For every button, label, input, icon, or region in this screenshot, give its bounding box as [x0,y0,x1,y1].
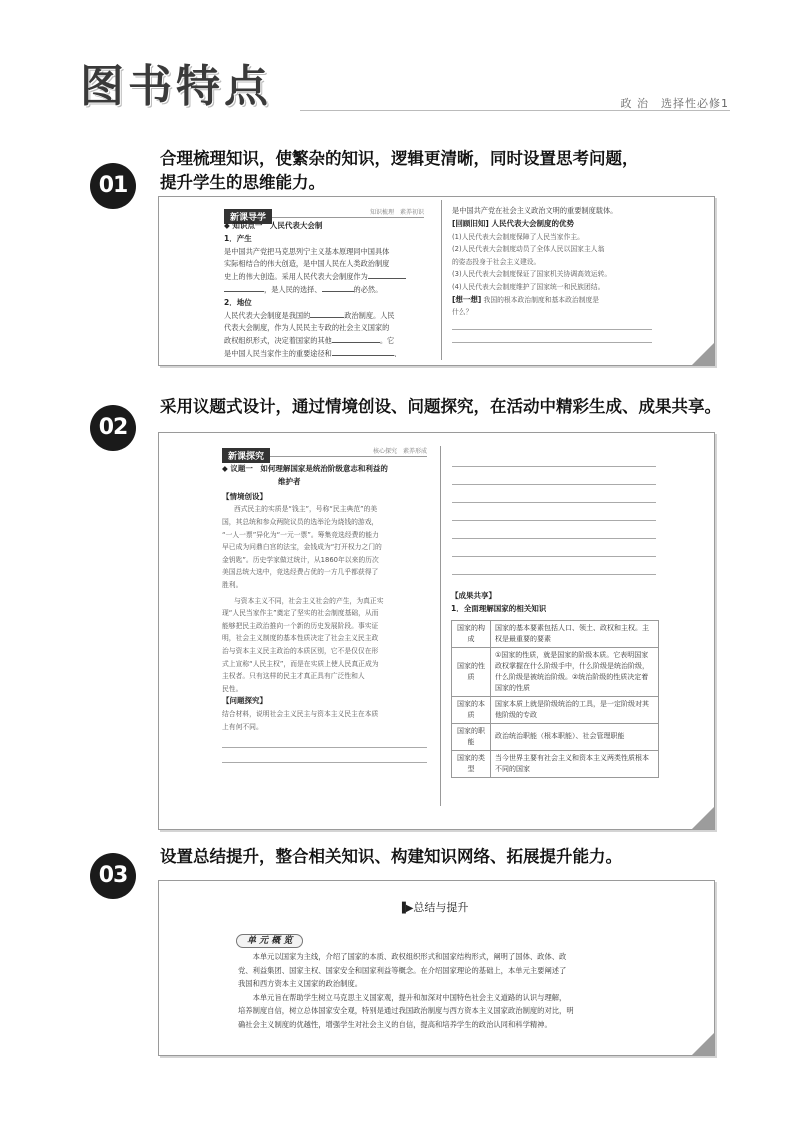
summary-banner [398,899,468,915]
status-line-3 [224,335,438,348]
origin-line-4-end: 的必然。 [353,284,383,294]
section-number-02: 02 [90,405,136,451]
table-head-cell: 国家的本质 [452,696,491,723]
section-title-01 [160,147,639,195]
review-tag: [回顾旧知] 人民代表大会制度的优势 [452,218,574,228]
page-curl-3 [692,1033,714,1055]
answer-line [452,466,656,467]
scene-line: 能够把民主政治推向一个新的历史发展阶段。事实证 [222,621,379,630]
panel1-right-column [452,205,662,343]
unit-overview-label: 单 元 概 览 [236,934,303,948]
status-line-1-text: 人民代表大会制度是我国的 [224,310,311,320]
section-title-03: 设置总结提升，整合相关知识、构建知识网络、拓展提升能力。 [160,847,622,866]
panel1-tag-right: 知识梳理 素养初识 [369,209,424,216]
answer-line [222,747,427,748]
think-question [452,294,662,307]
table-body-cell: ①国家的性质，就是国家的阶级本质。它表明国家政权掌握在什么阶级手中，什么阶级是统治阶级，什么阶级是被统治阶级。②统治阶级的性质决定着国家的性质 [491,647,659,696]
table-row [452,750,659,777]
table-row [452,696,659,723]
panel1-left-column [224,220,438,361]
scene-line: 西式民主的实质是“钱主”，号称“民主典范”的美 [234,505,378,514]
scene-line: 与资本主义不同，社会主义社会的产生，为真正实 [234,596,384,605]
table-body-cell: 当今世界主要有社会主义和资本主义两类性质根本不同的国家 [491,750,659,777]
think-text: 我国的根本政治制度和基本政治制度是 [483,295,600,304]
scene-line: 式上宣称“人民主权”，而是在实质上使人民真正成为 [222,659,379,668]
table-head-cell: 国家的构成 [452,620,491,647]
scene-line: 治与资本主义民主政治的本质区别，它不是仅仅在形 [222,646,379,655]
panel2-left-column [222,463,430,763]
summary-para-2-line: 本单元旨在帮助学生树立马克思主义国家观，提升和加深对中国特色社会主义道路的认识与理解， [252,992,567,1002]
scene-line: “一人一票”异化为“一元一票”。筹集竞选经费的能力 [222,530,379,539]
review-item: 的姿态投身于社会主义建设。 [452,257,541,266]
scene-line: 国，其总统和参众两院议员的选举沦为烧钱的游戏， [222,517,379,526]
section-number-01: 01 [90,163,136,209]
table-row [452,620,659,647]
page-curl-1 [692,343,714,365]
question-tag: 【问题探究】 [222,696,267,706]
summary-banner-text: 总结与提升 [413,901,469,914]
review-item: (2)人民代表大会制度动员了全体人民以国家主人翁 [452,245,605,254]
status-line-1-end: 政治制度。人民 [344,310,395,320]
think-tag: [想一想] [452,294,482,304]
panel2-tag-right: 核心探究 素养形成 [372,448,427,455]
origin-line-2: 实际相结合的伟大创造，是中国人民在人类政治制度 [224,259,390,269]
answer-line [452,484,656,485]
origin-line-3-text: 史上的伟大创造。采用人民代表大会制度作为 [224,272,368,282]
answer-line [452,520,656,521]
heading-status: 2．地位 [224,297,252,307]
panel2-answer-lines [452,466,656,575]
summary-para-1-line: 本单元以国家为主线，介绍了国家的本质、政权组织形式和国家结构形式，阐明了国体、政体、政 [252,952,567,961]
scene-tag: 【情境创设】 [222,491,267,501]
table-head-cell: 国家的类型 [452,750,491,777]
panel2-column-divider [440,446,441,806]
answer-line [452,329,652,330]
header-subtitle: 政 治 选择性必修1 [620,97,729,110]
summary-para-2-line: 培养制度自信，树立总体国家安全观，特别是通过我国政治制度与西方资本主义国家政治制度的对比，明 [238,1006,574,1015]
question-line: 上有何不同。 [222,722,263,731]
state-knowledge-table [451,620,659,778]
play-icon: ▐▶ [398,903,414,914]
scene-line: 胜利。 [222,580,243,589]
page-curl-2 [692,807,714,829]
panel1-column-divider [441,200,442,360]
origin-line-1: 是中国共产党把马克思列宁主义基本原理同中国具体 [224,246,390,256]
knowledge-point-title: ◆ 知识点一 人民代表大会制 [224,221,323,230]
review-item: (3)人民代表大会制度保证了国家机关协调高效运转。 [452,270,612,279]
status-line-4 [224,348,438,361]
answer-line [452,502,656,503]
answer-line [452,556,656,557]
status-line-1 [224,310,438,323]
scene-line: 美国总统大选中，竞选经费占优的一方几乎都获得了 [222,568,379,577]
answer-line [222,762,427,763]
table-head-cell: 国家的性质 [452,647,491,696]
origin-line-4-text: ，是人民的选择、 [264,284,322,294]
panel2-tag: 新课探究 [222,448,270,463]
status-line-3-end: 。它 [379,336,395,346]
panel2-tagbar [222,444,427,462]
share-title: 1．全面理解国家的相关知识 [451,603,547,613]
table-body-cell: 国家的基本要素包括人口、领土、政权和主权。主权是最重要的要素 [491,620,659,647]
section-number-03: 03 [90,853,136,899]
question-line: 结合材料，说明社会主义民主与资本主义民主在本质 [222,710,379,719]
origin-line-4 [224,284,438,297]
think-question-line2: 什么？ [452,308,473,317]
topic-title-line2: 维护者 [278,476,301,486]
panel1-tag: 新课导学 [224,209,272,224]
answer-line [452,538,656,539]
summary-para-2-line: 确社会主义制度的优越性，增强学生对社会主义的自信，提高和培养学生的政治认同和科学精神。 [238,1019,552,1029]
table-row [452,723,659,750]
review-item: (1)人民代表大会制度保障了人民当家作主。 [452,232,584,241]
status-line-3-text: 政权组织形式，决定着国家的其他 [224,336,332,346]
book-features-logo: 图书特点 [80,61,272,112]
scene-line: 主权者。只有这样的民主才真正具有广泛性和人 [222,672,365,681]
scene-line: 早已成为问鼎白宫的法宝，金钱成为“打开权力之门的 [222,543,382,552]
status-line-4-text: 是中国人民当家作主的重要途径和 [224,348,332,358]
panel1-tagbar [224,205,424,223]
scene-line: 民性。 [222,684,243,693]
table-head-cell: 国家的职能 [452,723,491,750]
heading-origin: 1．产生 [224,233,252,243]
answer-line [452,574,656,575]
table-body-cell: 国家本质上就是阶级统治的工具，是一定阶级对其他阶级的专政 [491,696,659,723]
section-title-01-line2: 提升学生的思维能力。 [160,173,325,192]
summary-text [238,950,658,1031]
section-title-01-line1: 合理梳理知识，使繁杂的知识，逻辑更清晰，同时设置思考问题， [160,149,639,168]
share-tag: 【成果共享】 [451,591,496,600]
review-item: (4)人民代表大会制度维护了国家统一和民族团结。 [452,282,605,291]
unit-overview-tag [236,928,303,947]
status-line-4-end: 、 [393,348,402,358]
table-body-cell: 政治统治职能（根本职能）、社会管理职能 [491,723,659,750]
scene-line: 明，社会主义制度的基本性质决定了社会主义民主政 [222,634,379,643]
summary-para-1-line: 我国和西方资本主义国家的政治制度。 [238,979,363,988]
answer-line [452,342,652,343]
topic-title: ◆ 议题一 如何理解国家是统治阶级意志和利益的 [222,464,388,473]
origin-line-3 [224,271,438,284]
scene-line: 金钥匙”。历史学家做过统计，从1860年以来的历次 [222,555,379,564]
scene-line: 现“人民当家作主”奠定了坚实的社会制度基础，从而 [222,609,379,618]
section-title-02: 采用议题式设计，通过情境创设、问题探究，在活动中精彩生成、成果共享。 [160,397,721,416]
summary-para-1-line: 党、利益集团、国家主权、国家安全和国家利益等概念。在介绍国家理论的基础上，本单元主要阐述了 [238,965,567,975]
right-intro-line: 是中国共产党在社会主义政治文明的重要制度载体。 [452,206,618,215]
table-row [452,647,659,696]
status-line-2: 代表大会制度，作为人民民主专政的社会主义国家的 [224,323,390,333]
panel2-right-column [451,590,661,778]
